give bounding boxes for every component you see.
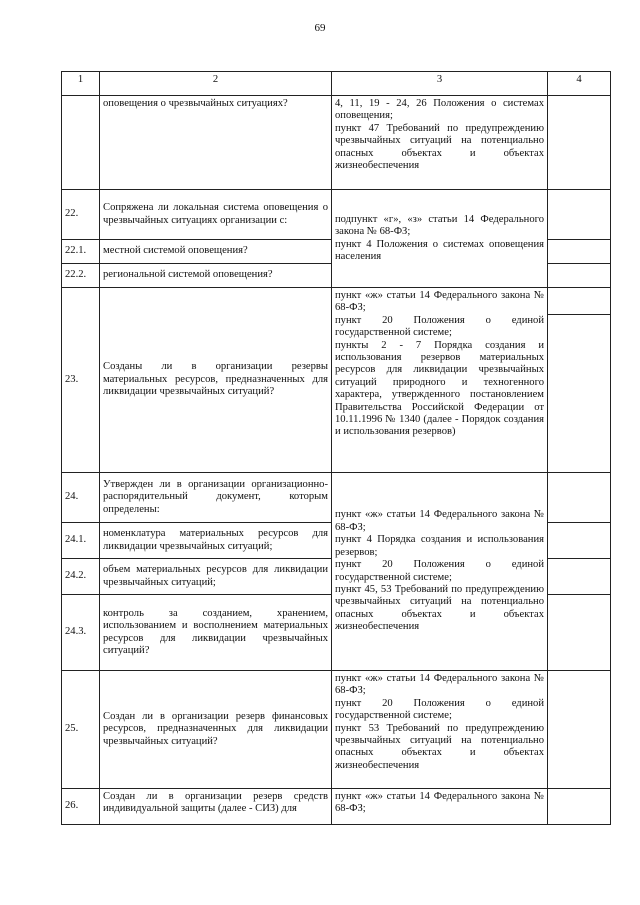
reference-line: пункт 47 Требований по предупреждению чрезвычайных ситуаций на потенциально опасных объектах и объектах жизнеобеспечения [335, 122, 544, 172]
reference-line: пункт 53 Требований по предупреждению чрезвычайных ситуаций на потенциально опасных объектах и объектах жизнеобеспечения [335, 722, 544, 771]
legal-reference [332, 789, 548, 825]
result-cell [548, 671, 611, 789]
reference-line: 4, 11, 19 - 24, 26 Положения о системах оповещения; [335, 98, 544, 122]
page-number-text: 69 [314, 22, 326, 34]
reference-line: пункт «ж» статьи 14 Федерального закона № 68-ФЗ; [335, 673, 544, 697]
reference-line: подпункт «г», «з» статьи 14 Федерального закона № 68-ФЗ; [335, 213, 544, 238]
reference-line: пункт 20 Положения о единой государственной системе; [335, 314, 544, 339]
header-col-4: 4 [548, 72, 611, 96]
question-text: Утвержден ли в организации организационно-распорядительный документ, которым определены: [100, 473, 332, 523]
reference-line: пункт «ж» статьи 14 Федерального закона № 68-ФЗ; [335, 290, 544, 314]
reference-line: пункт «ж» статьи 14 Федерального закона № 68-ФЗ; [335, 509, 544, 533]
legal-reference [332, 473, 548, 671]
page-number [0, 22, 640, 34]
row-number: 26. [62, 789, 100, 825]
question-text: Создан ли в организации резерв средств индивидуальной защиты (далее - СИЗ) для [100, 789, 332, 825]
row-number: 22.1. [62, 240, 100, 264]
row-number: 23. [62, 288, 100, 473]
row-number: 25. [62, 671, 100, 789]
question-text: оповещения о чрезвычайных ситуациях? [100, 96, 332, 190]
row-number [62, 96, 100, 190]
result-cell [548, 240, 611, 264]
question-text: местной системой оповещения? [100, 240, 332, 264]
reference-line: пункт «ж» статьи 14 Федерального закона № 68-ФЗ; [335, 791, 544, 815]
header-col-3: 3 [332, 72, 548, 96]
header-col-1: 1 [62, 72, 100, 96]
result-subcell [548, 288, 610, 315]
reference-line: пункт 4 Порядка создания и использования резервов; [335, 534, 544, 558]
result-cell [548, 523, 611, 559]
row-number: 24.3. [62, 595, 100, 671]
result-cell [548, 789, 611, 825]
header-col-2: 2 [100, 72, 332, 96]
result-cell [548, 96, 611, 190]
table-row [62, 288, 611, 473]
row-number: 24. [62, 473, 100, 523]
result-cell [548, 190, 611, 240]
legal-reference [332, 671, 548, 789]
question-text: объем материальных ресурсов для ликвидации чрезвычайных ситуаций; [100, 559, 332, 595]
row-number: 24.1. [62, 523, 100, 559]
question-text: региональной системой оповещения? [100, 264, 332, 288]
result-cell [548, 559, 611, 595]
reference-line: пункт 20 Положения о единой государственной системе; [335, 697, 544, 722]
reference-line: пункты 2 - 7 Порядка создания и использования резервов материальных ресурсов для ликвидации чрезвычайных ситуаций природного и техногенного характера, утвержденного постановлением Правительства Российской Федерации от 10.11.1996 № 1340 (далее - Порядок создания и использования резервов) [335, 339, 544, 438]
table-row [62, 96, 611, 190]
reference-line: пункт 20 Положения о единой государственной системе; [335, 559, 544, 583]
question-text: Создан ли в организации резерв финансовых ресурсов, предназначенных для ликвидации чрезвычайных ситуаций? [100, 671, 332, 789]
table-row [62, 789, 611, 825]
reference-line: пункт 4 Положения о системах оповещения населения [335, 238, 544, 262]
row-number: 22.2. [62, 264, 100, 288]
table-row [62, 190, 611, 240]
table-header-row [62, 72, 611, 96]
question-text: Сопряжена ли локальная система оповещения о чрезвычайных ситуациях организации с: [100, 190, 332, 240]
question-text: контроль за созданием, хранением, использованием и восполнением материальных ресурсов для ликвидации чрезвычайных ситуаций? [100, 595, 332, 671]
result-cell [548, 288, 611, 473]
legal-reference [332, 190, 548, 288]
table-row [62, 473, 611, 523]
row-number: 24.2. [62, 559, 100, 595]
legal-reference [332, 288, 548, 473]
row-number: 22. [62, 190, 100, 240]
table-row [62, 671, 611, 789]
reference-line: пункт 45, 53 Требований по предупреждению чрезвычайных ситуаций на потенциально опасных объектах и объектах жизнеобеспечения [335, 583, 544, 633]
question-text: Созданы ли в организации резервы материальных ресурсов, предназначенных для ликвидации чрезвычайных ситуаций? [100, 288, 332, 473]
requirements-table [61, 71, 611, 825]
question-text: номенклатура материальных ресурсов для ликвидации чрезвычайных ситуаций; [100, 523, 332, 559]
legal-reference [332, 96, 548, 190]
result-cell [548, 264, 611, 288]
result-cell [548, 595, 611, 671]
result-cell [548, 473, 611, 523]
